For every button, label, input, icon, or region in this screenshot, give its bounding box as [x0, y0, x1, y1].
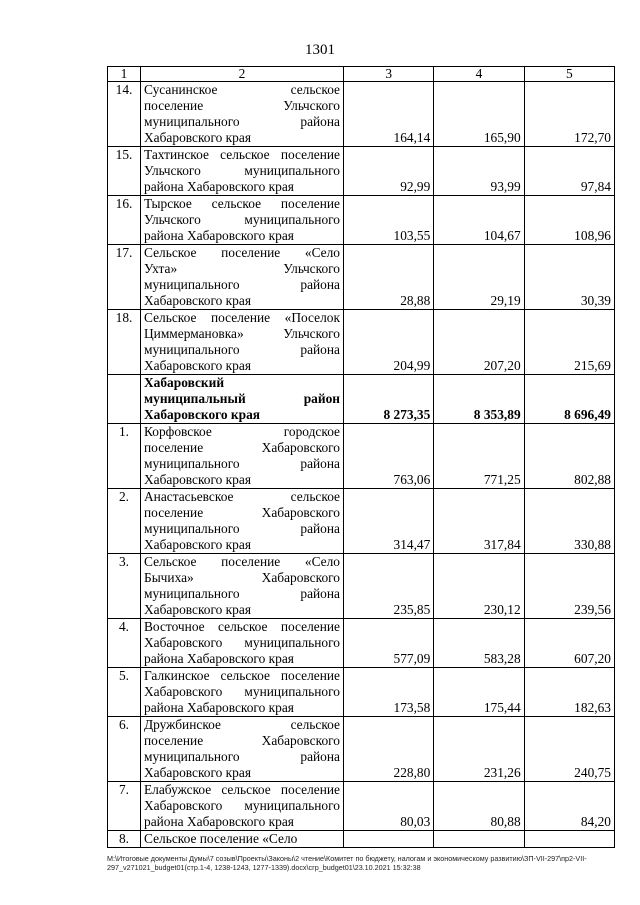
value-col-4: 29,19 — [434, 245, 524, 310]
name-line: Ульчского муниципального — [144, 212, 340, 227]
name-line: Сельское поселение «Село — [144, 245, 340, 260]
value-col-3: 8 273,35 — [344, 375, 434, 424]
municipality-name — [141, 196, 344, 245]
value-col-5: 108,96 — [524, 196, 614, 245]
budget-table — [107, 66, 615, 848]
value-col-5: 215,69 — [524, 310, 614, 375]
name-line: поселение Хабаровского — [144, 440, 340, 455]
name-line: Хабаровского края — [144, 537, 251, 552]
table-row — [108, 489, 615, 554]
value-col-3: 314,47 — [344, 489, 434, 554]
name-line: района Хабаровского края — [144, 228, 294, 243]
value-col-5: 802,88 — [524, 424, 614, 489]
name-line: Хабаровского муниципального — [144, 798, 340, 813]
table-row — [108, 82, 615, 147]
name-line: Хабаровский — [144, 375, 225, 390]
name-line: Хабаровского края — [144, 407, 261, 422]
table-row — [108, 424, 615, 489]
name-line: Хабаровского края — [144, 358, 251, 373]
value-col-4 — [434, 831, 524, 848]
name-line: Хабаровского края — [144, 602, 251, 617]
name-line: муниципального района — [144, 586, 340, 601]
row-number: 1. — [108, 424, 141, 489]
municipality-name — [141, 668, 344, 717]
name-line: Сусанинское сельское — [144, 82, 340, 97]
row-number: 3. — [108, 554, 141, 619]
value-col-3: 28,88 — [344, 245, 434, 310]
municipality-name — [141, 489, 344, 554]
header-cell-5: 5 — [524, 67, 614, 82]
name-line: Хабаровского края — [144, 130, 251, 145]
name-line: муниципального района — [144, 277, 340, 292]
value-col-3: 763,06 — [344, 424, 434, 489]
value-col-5: 30,39 — [524, 245, 614, 310]
municipality-name — [141, 147, 344, 196]
value-col-5 — [524, 831, 614, 848]
value-col-5: 182,63 — [524, 668, 614, 717]
row-number — [108, 375, 141, 424]
row-number: 8. — [108, 831, 141, 848]
table-row — [108, 375, 615, 424]
name-line: муниципального района — [144, 749, 340, 764]
value-col-3: 235,85 — [344, 554, 434, 619]
municipality-name — [141, 782, 344, 831]
row-number: 7. — [108, 782, 141, 831]
value-col-5: 330,88 — [524, 489, 614, 554]
value-col-3: 577,09 — [344, 619, 434, 668]
page-number: 1301 — [305, 42, 335, 58]
value-col-3 — [344, 831, 434, 848]
name-line: Сельское поселение «Село — [144, 831, 298, 846]
row-number: 18. — [108, 310, 141, 375]
name-line: Корфовское городское — [144, 424, 340, 439]
value-col-4: 230,12 — [434, 554, 524, 619]
table-row — [108, 831, 615, 848]
value-col-5: 239,56 — [524, 554, 614, 619]
name-line: Хабаровского края — [144, 472, 251, 487]
row-number: 4. — [108, 619, 141, 668]
value-col-4: 80,88 — [434, 782, 524, 831]
value-col-4: 104,67 — [434, 196, 524, 245]
name-line: Сельское поселение «Село — [144, 554, 340, 569]
name-line: Хабаровского муниципального — [144, 635, 340, 650]
value-col-5: 172,70 — [524, 82, 614, 147]
name-line: района Хабаровского края — [144, 814, 294, 829]
name-line: Ухта» Ульчского — [144, 261, 340, 276]
value-col-5: 240,75 — [524, 717, 614, 782]
value-col-4: 165,90 — [434, 82, 524, 147]
municipality-name — [141, 375, 344, 424]
name-line: Анастасьевское сельское — [144, 489, 340, 504]
name-line: муниципального района — [144, 342, 340, 357]
name-line: поселение Хабаровского — [144, 505, 340, 520]
table-row — [108, 310, 615, 375]
row-number: 15. — [108, 147, 141, 196]
name-line: Тахтинское сельское поселение — [144, 147, 340, 162]
value-col-3: 80,03 — [344, 782, 434, 831]
name-line: Бычиха» Хабаровского — [144, 570, 340, 585]
file-path-footer: М:\Итоговые документы Думы\7 созыв\Проекты\Законы\2 чтение\Комитет по бюджету, налогам и экономическому развитию\ЗП-VII-297\пр2-VII-297_v271021_budget01(стр.1-4, 1238-1243, 1277-1339).docx\сгр_budget01\23.10.2021 15:32:38 — [107, 854, 587, 872]
value-col-3: 204,99 — [344, 310, 434, 375]
name-line: района Хабаровского края — [144, 179, 294, 194]
name-line: Ульчского муниципального — [144, 163, 340, 178]
table-row — [108, 717, 615, 782]
municipality-name — [141, 310, 344, 375]
name-line: муниципальный район — [144, 391, 340, 406]
table-header-row — [108, 67, 615, 82]
row-number: 5. — [108, 668, 141, 717]
table-row — [108, 619, 615, 668]
name-line: Сельское поселение «Поселок — [144, 310, 340, 325]
header-cell-3: 3 — [344, 67, 434, 82]
table-row — [108, 245, 615, 310]
name-line: Восточное сельское поселение — [144, 619, 340, 634]
value-col-3: 228,80 — [344, 717, 434, 782]
row-number: 6. — [108, 717, 141, 782]
value-col-4: 317,84 — [434, 489, 524, 554]
name-line: Хабаровского муниципального — [144, 684, 340, 699]
value-col-5: 97,84 — [524, 147, 614, 196]
table-row — [108, 554, 615, 619]
name-line: муниципального района — [144, 521, 340, 536]
header-cell-1: 1 — [108, 67, 141, 82]
name-line: Хабаровского края — [144, 293, 251, 308]
value-col-4: 231,26 — [434, 717, 524, 782]
value-col-3: 164,14 — [344, 82, 434, 147]
municipality-name — [141, 831, 344, 848]
header-cell-2: 2 — [141, 67, 344, 82]
table-row — [108, 147, 615, 196]
value-col-5: 607,20 — [524, 619, 614, 668]
name-line: муниципального района — [144, 114, 340, 129]
value-col-5: 8 696,49 — [524, 375, 614, 424]
row-number: 2. — [108, 489, 141, 554]
table-row — [108, 668, 615, 717]
value-col-4: 8 353,89 — [434, 375, 524, 424]
value-col-4: 175,44 — [434, 668, 524, 717]
municipality-name — [141, 82, 344, 147]
municipality-name — [141, 717, 344, 782]
value-col-3: 103,55 — [344, 196, 434, 245]
table-row — [108, 196, 615, 245]
value-col-4: 93,99 — [434, 147, 524, 196]
value-col-4: 771,25 — [434, 424, 524, 489]
name-line: поселение Ульчского — [144, 98, 340, 113]
name-line: Галкинское сельское поселение — [144, 668, 340, 683]
value-col-4: 583,28 — [434, 619, 524, 668]
row-number: 16. — [108, 196, 141, 245]
municipality-name — [141, 619, 344, 668]
name-line: Дружбинское сельское — [144, 717, 340, 732]
name-line: Елабужское сельское поселение — [144, 782, 340, 797]
municipality-name — [141, 554, 344, 619]
name-line: Тырское сельское поселение — [144, 196, 340, 211]
municipality-name — [141, 245, 344, 310]
value-col-5: 84,20 — [524, 782, 614, 831]
name-line: Хабаровского края — [144, 765, 251, 780]
table-row — [108, 782, 615, 831]
value-col-3: 173,58 — [344, 668, 434, 717]
row-number: 17. — [108, 245, 141, 310]
municipality-name — [141, 424, 344, 489]
name-line: района Хабаровского края — [144, 700, 294, 715]
name-line: Циммермановка» Ульчского — [144, 326, 340, 341]
value-col-3: 92,99 — [344, 147, 434, 196]
header-cell-4: 4 — [434, 67, 524, 82]
name-line: муниципального района — [144, 456, 340, 471]
name-line: поселение Хабаровского — [144, 733, 340, 748]
name-line: района Хабаровского края — [144, 651, 294, 666]
value-col-4: 207,20 — [434, 310, 524, 375]
row-number: 14. — [108, 82, 141, 147]
